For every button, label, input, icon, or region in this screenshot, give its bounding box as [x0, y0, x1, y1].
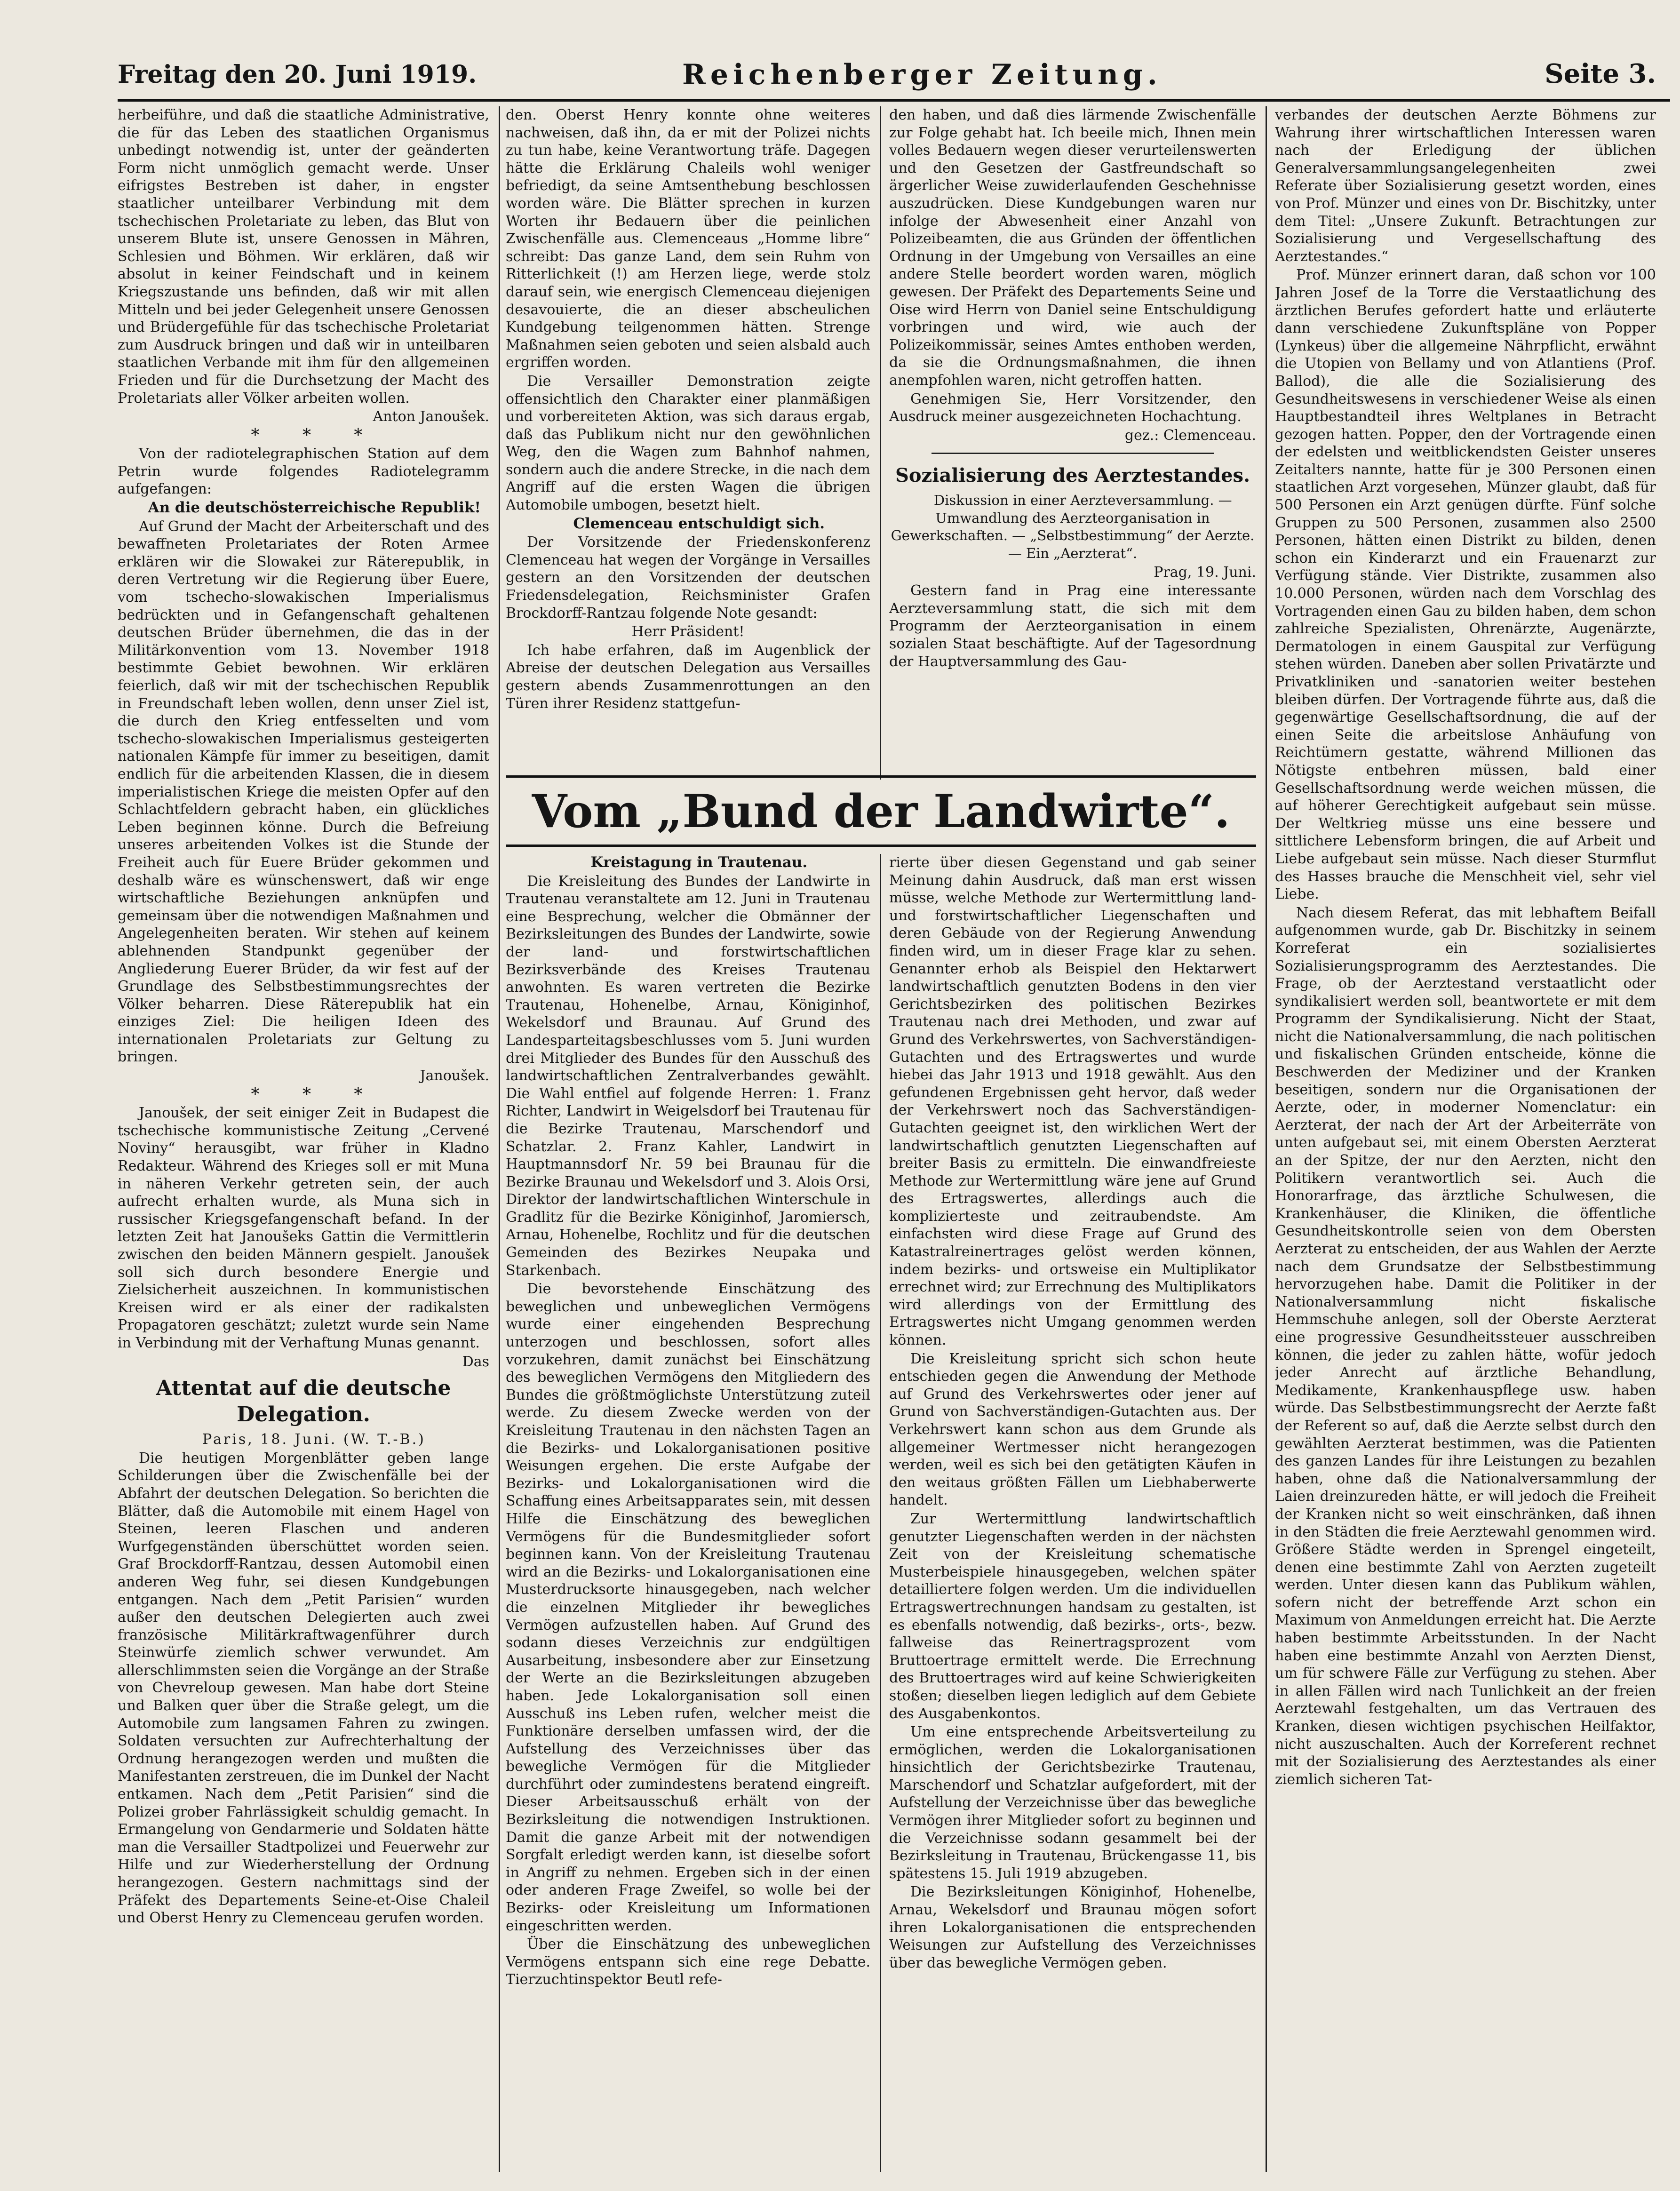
section-separator: * * *: [251, 1084, 382, 1104]
paragraph: Zur Wertermittlung landwirtschaftlich genutzter Liegenschaften werden in der nächsten Zeit von der Kreisleitung schematische Musterbeispiele hinausgegeben, welchen später detailliertere folgen werden. Um die individuellen Ertragswertrechnungen handsam zu gestalten, ist es ebenfalls notwendig, daß bezirks-, orts-, bezw. fallweise das Reinertragsprozent vom Bruttoertrage ermittelt werde. Die Errechnung des Bruttoertrages wird auf keine Schwierigkeiten stoßen; dieselben liegen lediglich auf dem Gebiete des Ausgabenkontos.: [889, 1510, 1256, 1722]
paragraph: Die Bezirksleitungen Königinhof, Hohenelbe, Arnau, Wekelsdorf und Braunau mögen sofort ihren Lokalorganisationen die entsprechenden Weisungen zur Aufstellung des Verzeichnisses über das bewegliche Vermögen geben.: [889, 1884, 1256, 1971]
kicker: Das: [462, 1353, 489, 1370]
signature: Anton Janoušek.: [373, 408, 489, 425]
paragraph: den. Oberst Henry konnte ohne weiteres nachweisen, daß ihn, da er mit der Polizei nichts zu tun habe, keine Verantwortung träfe. Dagegen hätte die Erklärung Chaleils wohl weniger befriedigt, da seine Amtsenthebung beschlossen worden wäre. Die Blätter sprechen in kurzen Worten ihr Bedauern über die peinlichen Zwischenfälle aus. Clemenceaus „Homme libre“ schreibt: Das ganze Land, dem sein Ruhm von Ritterlichkeit (!) am Herzen liege, werde stolz darauf sein, wie energisch Clemenceau diejenigen desavouierte, die an dieser abscheulichen Kundgebung teilgenommen hätten. Strenge Maßnahmen seien geboten und seien alsbald auch ergriffen worden.: [506, 107, 870, 371]
paragraph: verbandes der deutschen Aerzte Böhmens zur Wahrung ihrer wirtschaftlichen Interessen waren nach der Erledigung der üblichen Generalversammlungsangelegenheiten zwei Referate über Sozialisierung gesetzt worden, eines von Prof. Münzer und eines von Dr. Bischitzky, unter dem Titel: „Unsere Zukunft. Betrachtungen zur Sozialisierung und Vergesellschaftung des Aerztestandes.“: [1275, 107, 1656, 265]
section-separator: * * *: [251, 425, 382, 445]
article-title: Sozialisierung des Aerztestandes.: [895, 464, 1250, 487]
paragraph: Die heutigen Morgenblätter geben lange Schilderungen über die Zwischenfälle bei der Abfahrt der deutschen Delegation. So berichten die Blätter, daß die Automobile mit einem Hagel von Steinen, leeren Flaschen und anderen Wurfgegenständen überschüttet worden seien. Graf Brockdorff-Rantzau, dessen Automobil einen anderen Weg fuhr, sei diesen Kundgebungen entgangen. Nach dem „Petit Parisien“ wurden außer den deutschen Delegierten auch zwei französische Militärkraftwagenführer durch Steinwürfe ziemlich schwer verwundet. Am allerschlimmsten seien die Vorgänge an der Straße von Chevreloup gewesen. Man habe dort Steine und Balken quer über die Straße gelegt, um die Automobile zum langsamen Fahren zu zwingen. Soldaten versuchten zur Aufrechterhaltung der Ordnung herangezogen werden und mußten die Manifestanten zerstreuen, die im Dunkel der Nacht entkamen. Nach dem „Petit Parisien“ sind die Polizei grober Fahrlässigkeit schuldig gemacht. In Ermangelung von Gendarmerie und Soldaten hätte man die Versailler Stadtpolizei und Feuerwehr zur Hilfe und zur Wiederherstellung der Ordnung herangezogen. Gestern nachmittags sind der Präfekt des Departements Seine-et-Oise Chaleil und Oberst Henry zu Clemenceau gerufen worden.: [118, 1450, 489, 1927]
column-rule: [880, 106, 881, 780]
paragraph: Die Versailler Demonstration zeigte offensichtlich den Charakter einer planmäßigen und vorbereiteten Aktion, was sich daraus ergab, daß das Publikum nicht nur den gewöhnlichen Weg, den die Wagen zum Bahnhof nahmen, sondern auch die andere Strecke, in die nach dem Angriff auf die ersten Wagen die übrigen Automobile umbogen, besetzt hielt.: [506, 373, 870, 514]
signature: gez.: Clemenceau.: [1124, 427, 1256, 444]
subheading: Kreistagung in Trautenau.: [590, 854, 808, 871]
page-header: [118, 56, 1670, 96]
paragraph: rierte über diesen Gegenstand und gab seiner Meinung dahin Ausdruck, daß man erst wissen müsse, welche Methode zur Wertermittlung land- und forstwirtschaftlicher Liegenschaften und deren Gebäude von der Regierung Anwendung finden wird, um in dieser Frage klar zu sehen. Genannter erhob als Beispiel den Hektarwert landwirtschaftlich genutzten Bodens in den vier Gerichtsbezirken des politischen Bezirkes Trautenau nach drei Methoden, und zwar auf Grund des Verkehrswertes, von Sachverständigen-Gutachten und des Ertragswertes und wurde hiebei das Jahr 1913 und 1918 gewählt. Aus den gefundenen Ergebnissen geht hervor, daß weder der Verkehrswert noch das Sachverständigen-Gutachten geeignet ist, den wirklichen Wert der landwirtschaftlich genutzten Liegenschaften auf breiter Basis zu ermitteln. Die einwandfreieste Methode zur Wertermittlung wäre jene auf Grund des Ertragswertes, allerdings auch die komplizierteste und zeitraubendste. Am einfachsten wird diese Frage auf Grund des Katastralreinertrages gelöst werden können, indem bezirks- und ortsweise ein Multiplikator errechnet wird; zur Errechnung des Multiplikators wird allerdings von der Ermittlung des Ertragswertes nicht Umgang genommen werden können.: [889, 854, 1256, 1349]
paragraph: Der Vorsitzende der Friedenskonferenz Clemenceau hat wegen der Vorgänge in Versailles gestern an den Vorsitzenden der deutschen Friedensdelegation, Reichsminister Grafen Brockdorff-Rantzau folgende Note gesandt:: [506, 534, 870, 621]
column-3: [889, 106, 1256, 780]
column-5: [506, 854, 870, 2172]
subheading: An die deutschösterreichische Republik!: [148, 499, 481, 517]
banner-rule-top: [506, 775, 1256, 778]
column-6: [889, 854, 1256, 2172]
column-1: [118, 106, 489, 2172]
paragraph: Auf Grund der Macht der Arbeiterschaft und des bewaffneten Proletariates der Roten Armee erklären wir die Slowakei zur Räterepublik, in deren Vertretung wir die Regierung über Euere, vom tschecho-slowakischen Imperialismus bedrückten und in Gefangenschaft gehaltenen deutschen Brüder übernehmen, die das in der Militärkonvention vom 13. November 1918 bestimmte Gebiet bewohnen. Wir erklären feierlich, daß wir mit der tschechischen Republik in Freundschaft leben wollen, denn unser Ziel ist, die durch den Krieg entfesselten und vom tschecho-slowakischen Imperialismus gesteigerten nationalen Kämpfe für immer zu beseitigen, damit endlich für die arbeitenden Klassen, die in diesem imperialistischen Kriege die meisten Opfer auf den Schlachtfeldern gebracht haben, ein glückliches Leben beginnen könne. Durch die Befreiung unseres arbeitenden Volkes ist die Stunde der Freiheit auch für Euere Brüder gekommen und deshalb wäre es wünschenswert, daß wir enge wirtschaftliche Beziehungen anknüpfen und gemeinsam über die notwendigen Maßnahmen und Angelegenheiten beraten. Wir stehen auf keinem ablehnenden Standpunkt gegenüber der Angliederung Euerer Brüder, da wir fest auf der Grundlage des Selbstbestimmungsrechtes der Völker beharren. Diese Räterepublik hat ein einziges Ziel: Die heiligen Ideen des internationalen Proletariats zur Geltung zu bringen.: [118, 518, 489, 1066]
paragraph: Ich habe erfahren, daß im Augenblick der Abreise der deutschen Delegation aus Versailles gestern abends Zusammenrottungen an den Türen ihrer Residenz stattgefun-: [506, 642, 870, 712]
section-banner: Vom „Bund der Landwirte“.: [532, 785, 1230, 838]
header-rule: [118, 99, 1670, 102]
column-rule: [880, 854, 881, 2172]
issue-date: Freitag den 20. Juni 1919.: [118, 60, 477, 89]
paragraph: Genehmigen Sie, Herr Vorsitzender, den Ausdruck meiner ausgezeichneten Hochachtung.: [889, 390, 1256, 425]
signature: Janoušek.: [420, 1068, 489, 1084]
paragraph: herbeiführe, und daß die staatliche Administrative, die für das Leben des staatlichen Organismus unbedingt notwendig ist, unter der geänderten Form nicht unmöglich gemacht werde. Unser eifrigstes Bestreben ist daher, in engster staatlicher unteilbarer Verbindung mit dem tschechischen Proletariate zu leben, das Blut von unserem Blute ist, unsere Genossen in Mähren, Schlesien und Böhmen. Wir erklären, daß wir absolut in keiner Feindschaft und in keinem Kriegszustande uns befinden, daß wir mit allen Mitteln und bei jeder Gelegenheit unsere Genossen und Brüdergefühle für das tschechische Proletariat zum Ausdruck bringen und daß wir in unteilbaren staatlichen Verbande mit ihm für den allgemeinen Frieden und für die Durchsetzung der Macht des Proletariats aller Völker arbeiten wollen.: [118, 107, 489, 406]
column-rule: [499, 106, 500, 2172]
paragraph: Über die Einschätzung des unbeweglichen Vermögens entspann sich eine rege Debatte. Tierzuchtinspektor Beutl refe-: [506, 1936, 870, 1988]
paragraph: den haben, und daß dies lärmende Zwischenfälle zur Folge gehabt hat. Ich beeile mich, Ihnen mein volles Bedauern wegen dieser verurteilenswerten und den Gesetzen der Gastfreundschaft so ärgerlicher Weise zuwiderlaufenden Geschehnisse auszudrücken. Diese Kundgebungen waren nur infolge der Abwesenheit einer Anzahl von Polizeibeamten, die aus Gründen der öffentlichen Ordnung in der Umgebung von Versailles an eine andere Stelle beordert worden waren, möglich gewesen. Der Präfekt des Departements Seine und Oise wird Herrn von Daniel seine Entschuldigung vorbringen und wird, wie auch der Polizeikommissär, seines Amtes enthoben werden, da sie die Ordnungsmaßnahmen, die ihnen anempfohlen waren, nicht getroffen hatten.: [889, 107, 1256, 389]
column-2: [506, 106, 870, 780]
salutation: Herr Präsident!: [631, 623, 745, 640]
paragraph: Gestern fand in Prag eine interessante Aerzteversammlung statt, die sich mit dem Programm der Aerzteorganisation in einem sozialen Staat beschäftigte. Auf der Tagesordnung der Hauptversammlung des Gau-: [889, 582, 1256, 670]
newspaper-title: Reichenberger Zeitung.: [682, 58, 1162, 91]
paragraph: Janoušek, der seit einiger Zeit in Budapest die tschechische kommunistische Zeitung „Cervené Noviny“ herausgibt, war früher in Kladno Redakteur. Während des Krieges soll er mit Muna in näheren Verkehr getreten sein, der auch aufrecht erhalten wurde, als Muna sich in russischer Kriegsgefangenschaft befand. In der letzten Zeit hat Janoušeks Gattin die Vermittlerin zwischen den beiden Männern gespielt. Janoušek soll sich durch besondere Energie und Zielsicherheit auszeichnen. In kommunistischen Kreisen wird er als einer der radikalsten Propagatoren geschätzt; zuletzt wurde sein Name in Verbindung mit der Verhaftung Munas genannt.: [118, 1105, 489, 1351]
paragraph: Nach diesem Referat, das mit lebhaftem Beifall aufgenommen wurde, gab Dr. Bischitzky in seinem Korreferat ein sozialisiertes Sozialisierungsprogramm des Aerztestandes. Die Frage, ob der Aerztestand verstaatlicht oder syndikalisiert werden soll, beantwortete er mit dem Programm der Syndikalisierung. Nicht der Staat, nicht die Nationalversammlung, die nach politischen und fiskalischen Gründen entscheide, könne die Beschwerden der Mediziner und der Kranken beseitigen, sondern nur die Organisationen der Aerzte, oder, in moderner Nomenclatur: ein Aerzterat, der nach der Art der Arbeiterräte von unten aufgebaut sei, mit einem Obersten Aerzterat an der Spitze, der nur den Aerzten, nicht den Politikern verantwortlich sei. Auch die Honorarfrage, das ärztliche Schulwesen, die Krankenhäuser, die Kliniken, die öffentliche Gesundheitskontrolle seien von dem Obersten Aerzterat zu entscheiden, der aus Wahlen der Aerzte nach dem Grundsatze der Selbstbestimmung hervorzugehen habe. Damit die Politiker in der Nationalversammlung nicht fiskalische Hemmschuhe anlegen, soll der Oberste Aerzterat eine progressive Gesundheitssteuer ausschreiben können, die jeder zu zahlen hätte, wofür jedoch jeder Anrecht auf ärztliche Behandlung, Medikamente, Krankenhauspflege usw. haben würde. Das Selbstbestimmungsrecht der Aerzte faßt der Referent so auf, daß die Aerzte selbst durch den gewählten Aerzterat bestimmen, was die Patienten des ganzen Landes für ihre Leistungen zu bezahlen haben, ohne daß die Nationalversammlung der Laien dreinzureden hätte, er will jedoch die Freiheit der Kranken nicht so weit einschränken, daß ihnen in den Städten die freie Aerztewahl genommen wird. Größere Städte werden in Sprengel eingeteilt, denen eine bestimmte Zahl von Aerzten zugeteilt werden. Unter diesen kann das Publikum wählen, sofern nicht der betreffende Arzt schon ein Maximum von Anmeldungen erreicht hat. Die Aerzte haben bestimmte Arbeitsstunden. In der Nacht haben eine bestimmte Anzahl von Aerzten Dienst, um für schwere Fälle zur Verfügung zu stehen. Aber in allen Fällen wird nach Tunlichkeit an der freien Aerztewahl festgehalten, um das Vertrauen des Kranken, diesen wichtigen psychischen Heilfaktor, nicht auszuschalten. Auch der Korreferent rechnet mit der Sozialisierung des Aerztestandes als einer ziemlich sicheren Tat-: [1275, 904, 1656, 1788]
dateline: Prag, 19. Juni.: [1154, 564, 1256, 581]
banner-rule-bottom: [506, 845, 1256, 847]
paragraph: Die Kreisleitung spricht sich schon heute entschieden gegen die Anwendung der Methode auf Grund des Verkehrswertes oder jener auf Grund von Sachverständigen-Gutachten aus. Der Verkehrswert kann schon aus dem Grunde als allgemeiner Wertmesser nicht herangezogen werden, weil es sich bei den getätigten Käufen in den weitaus größten Fällen um Liebhaberwerte handelt.: [889, 1350, 1256, 1509]
paragraph: Die Kreisleitung des Bundes der Landwirte in Trautenau veranstaltete am 12. Juni in Trautenau eine Besprechung, welcher die Obmänner der Bezirksleitungen des Bundes der Landwirte, sowie der land- und forstwirtschaftlichen Bezirksverbände des Kreises Trautenau anwohnten. Es waren vertreten die Bezirke Trautenau, Hohenelbe, Arnau, Königinhof, Wekelsdorf und Braunau. Auf Grund des Landesparteitagsbeschlusses vom 5. Juni wurden drei Mitglieder des Bundes für den Ausschuß des landwirtschaftlichen Zentralverbandes gewählt. Die Wahl entfiel auf folgende Herren: 1. Franz Richter, Landwirt in Weigelsdorf bei Trautenau für die Bezirke Trautenau, Marschendorf und Schatzlar. 2. Franz Kahler, Landwirt in Hauptmannsdorf Nr. 59 bei Braunau für die Bezirke Braunau und Wekelsdorf und 3. Alois Orsi, Direktor der landwirtschaftlichen Winterschule in Gradlitz für die Bezirke Königinhof, Jaromiersch, Arnau, Hohenelbe, Rochlitz und für die deutschen Gemeinden des Bezirkes Neupaka und Starkenbach.: [506, 873, 870, 1279]
paragraph: Die bevorstehende Einschätzung des beweglichen und unbeweglichen Vermögens wurde einer eingehenden Besprechung unterzogen und beschlossen, sofort alles vorzukehren, damit zunächst bei Einschätzung des beweglichen Vermögens den Mitgliedern des Bundes die größtmöglichste Unterstützung zuteil werde. Zu diesem Zwecke werden von der Kreisleitung Trautenau in den nächsten Tagen an die Bezirks- und Lokalorganisationen positive Weisungen ergehen. Die erste Aufgabe der Bezirks- und Lokalorganisationen wird die Schaffung eines Arbeitsapparates sein, mit dessen Hilfe die Einschätzung des beweglichen Vermögens für die Bundesmitglieder sofort beginnen kann. Von der Kreisleitung Trautenau wird an die Bezirks- und Lokalorganisationen eine Musterdrucksorte hinausgegeben, nach welcher die einzelnen Mitglieder ihr bewegliches Vermögen aufzustellen haben. Auf Grund des sodann dieses Verzeichnis zur endgültigen Ausarbeitung, insbesondere aber zur Einsetzung der Werte an die Bezirksleitungen abzugeben haben. Jede Lokalorganisation soll einen Ausschuß ins Leben rufen, welcher meist die Funktionäre derselben umfassen wird, der die Aufstellung des Verzeichnisses über das bewegliche Vermögen für die Mitglieder durchführt oder zumindestens beratend eingreift. Dieser Arbeitsausschuß erhält von der Bezirksleitung die notwendigen Instruktionen. Damit die ganze Arbeit mit der notwendigen Sorgfalt erledigt werden kann, ist dieselbe sofort in Angriff zu nehmen. Ergeben sich in der einen oder anderen Frage Zweifel, so wolle bei der Bezirks- oder Kreisleitung um Informationen eingeschritten werden.: [506, 1281, 870, 1934]
dateline: Paris, 18. Juni. (W. T.-B.): [202, 1431, 426, 1448]
column-rule: [1266, 106, 1267, 2172]
column-4: [1275, 106, 1656, 2172]
separator-line: [932, 453, 1214, 454]
paragraph: Von der radiotelegraphischen Station auf dem Petrin wurde folgendes Radiotelegramm aufgefangen:: [118, 446, 489, 498]
page-number: Seite 3.: [1545, 58, 1656, 89]
paragraph: Prof. Münzer erinnert daran, daß schon vor 100 Jahren Josef de la Torre die Verstaatlichung des ärztlichen Berufes gefordert hatte und erläuterte dann verschiedene Zukunftspläne von Popper (Lynkeus) über die allgemeine Nährpflicht, erwähnt die Utopien von Bellamy und von Atlantiens (Prof. Ballod), die alle die Sozialisierung des Gesundheitswesens in verschiedener Weise als einen Hauptbestandteil ihres Weltplanes in Betracht gezogen hatten. Popper, den der Vortragende einen der edelsten und weitblickendsten Geister unseres Zeitalters nannte, hatte für je 300 Personen einen staatlichen Arzt vorgesehen, Münzer glaubt, daß für 500 Personen ein Arzt genügen dürfte. Fünf solche Gruppen zu 500 Personen, zusammen also 2500 Personen, hätten einen Distrikt zu bilden, denen schon ein Kinderarzt und ein Frauenarzt zur Verfügung stände. Vier Distrikte, zusammen also 10.000 Personen, würden nach dem Vorschlag des Vortragenden einen Gau zu bilden haben, dem schon zahlreiche Spezialisten, Ohrenärzte, Augenärzte, Dermatologen in einem Gauspital zur Verfügung stehen würden. Daneben aber sollen Privatärzte und Privatkliniken und -sanatorien weiter bestehen bleiben dürfen. Der Vortragende führte aus, daß die gegenwärtige Gesellschaftsordnung, die auf der einen Seite die arbeitslose Anhäufung von Reichtümern gestatte, während Millionen das Nötigste entbehren müssen, bald einer Gesellschaftsordnung werde weichen müssen, die auf höherer Gerechtigkeit aufgebaut sein müsse. Der Weltkrieg müsse uns eine bessere und sittlichere Lebensform bringen, die auf Arbeit und Liebe aufgebaut sein müsse. Nach dieser Sturmflut des Hasses brauche die Menschheit viel, sehr viel Liebe.: [1275, 267, 1656, 903]
paragraph: Um eine entsprechende Arbeitsverteilung zu ermöglichen, werden die Lokalorganisationen hinsichtlich der Gerichtsbezirke Trautenau, Marschendorf und Schatzlar aufgefordert, mit der Aufstellung der Verzeichnisse über das bewegliche Vermögen ihrer Mitglieder sofort zu beginnen und die Verzeichnisse sodann gesammelt bei der Bezirksleitung in Trautenau, Brückengasse 11, bis spätestens 15. Juli 1919 abzugeben.: [889, 1724, 1256, 1882]
subheading: Clemenceau entschuldigt sich.: [573, 515, 825, 532]
article-title: Attentat auf die deutsche Delegation.: [156, 1376, 451, 1427]
article-subtitle: Diskussion in einer Aerzteversammlung. — Umwandlung des Aerzteorganisation in Gewerkschaften. — „Selbstbestimmung“ der Aerzte. — Ein „Aerzterat“.: [891, 492, 1255, 562]
